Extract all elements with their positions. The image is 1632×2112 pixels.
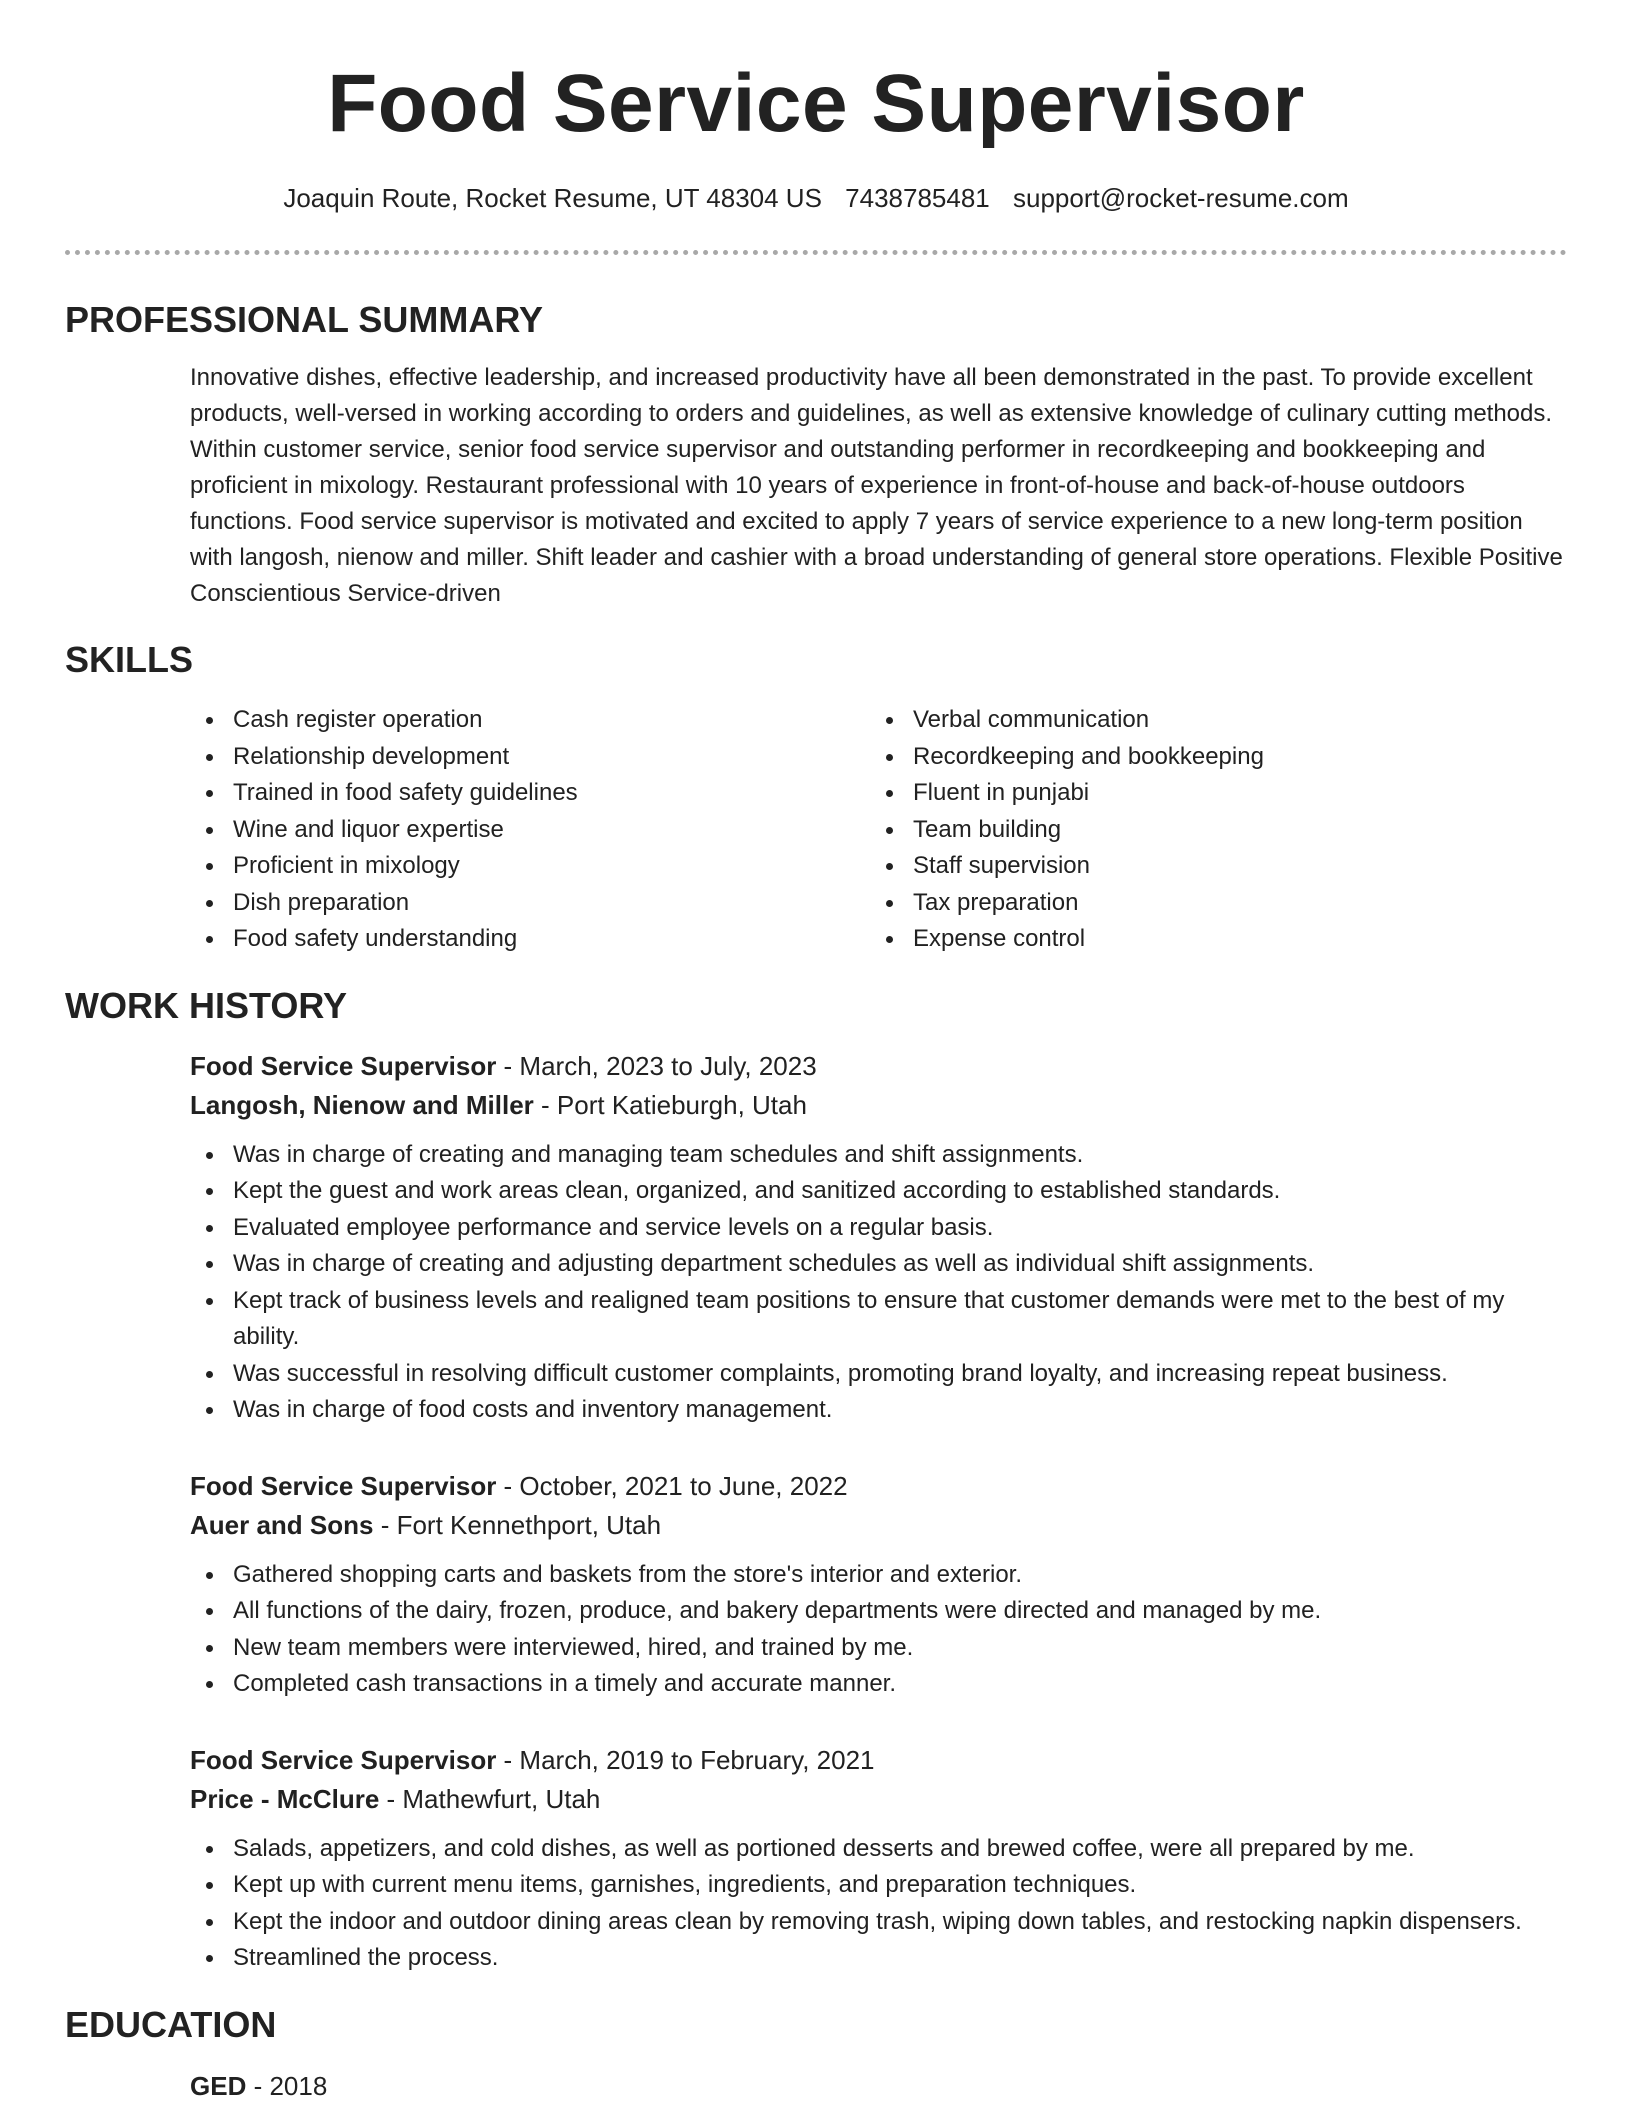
skill-item: Trained in food safety guidelines	[190, 775, 870, 812]
job-location: - Mathewfurt, Utah	[379, 1783, 601, 1814]
work-history-heading: WORK HISTORY	[65, 984, 348, 1026]
job-duties	[190, 1137, 1567, 1429]
job-role: Food Service Supervisor	[190, 1050, 497, 1081]
skill-item: Cash register operation	[190, 702, 870, 739]
job-location: - Port Katieburgh, Utah	[533, 1089, 807, 1120]
skill-item: Food safety understanding	[190, 921, 870, 958]
skill-item: Wine and liquor expertise	[190, 812, 870, 849]
job-company: Auer and Sons	[190, 1509, 374, 1540]
education-heading: EDUCATION	[65, 2003, 277, 2045]
job-company-line	[190, 1086, 1567, 1125]
skill-item: Tax preparation	[870, 885, 1264, 922]
duty-item: Was in charge of creating and adjusting department schedules as well as individual shift assignments.	[190, 1246, 1567, 1283]
job-role: Food Service Supervisor	[190, 1744, 497, 1775]
skills-heading: SKILLS	[65, 639, 194, 680]
job-entry	[190, 1741, 1567, 1977]
contact-address: Joaquin Route, Rocket Resume, UT 48304 US	[283, 183, 822, 213]
candidate-name: Food Service Supervisor	[327, 58, 1305, 149]
education-degree: GED	[190, 2070, 247, 2101]
contact-line	[65, 182, 1567, 214]
skill-item: Expense control	[870, 921, 1264, 958]
job-title-line	[190, 1741, 1567, 1780]
skills-list	[190, 702, 1567, 958]
duty-item: Evaluated employee performance and service levels on a regular basis.	[190, 1210, 1567, 1247]
duty-item: Kept track of business levels and realigned team positions to ensure that customer demands were met to the best of my ability.	[190, 1283, 1567, 1356]
skill-item: Dish preparation	[190, 885, 870, 922]
duty-item: Completed cash transactions in a timely and accurate manner.	[190, 1666, 1567, 1703]
job-company: Price - McClure	[190, 1783, 380, 1814]
header-divider	[65, 250, 1567, 255]
skill-item: Staff supervision	[870, 848, 1264, 885]
job-dates: - March, 2019 to February, 2021	[496, 1744, 875, 1775]
skill-item: Team building	[870, 812, 1264, 849]
summary-text: Innovative dishes, effective leadership, and increased productivity have all been demonstrated in the past. To provide excellent products, well-versed in working according to orders and guidelines, as well as extensive knowledge of culinary cutting methods. Within customer service, senior food service supervisor and outstanding performer in recordkeeping and bookkeeping and proficient in mixology. Restaurant professional with 10 years of experience in front-of-house and back-of-house outdoors functions. Food service supervisor is motivated and excited to apply 7 years of service experience to a new long-term position with langosh, nienow and miller. Shift leader and cashier with a broad understanding of general store operations. Flexible Positive Conscientious Service-driven	[190, 364, 1563, 607]
duty-item: All functions of the dairy, frozen, produce, and bakery departments were directed and managed by me.	[190, 1593, 1567, 1630]
skill-item: Verbal communication	[870, 702, 1264, 739]
job-title-line	[190, 1467, 1567, 1506]
job-location: - Fort Kennethport, Utah	[373, 1509, 662, 1540]
job-entry	[190, 1047, 1567, 1429]
job-duties	[190, 1831, 1567, 1977]
education-year: - 2018	[246, 2070, 328, 2101]
job-company-line	[190, 1780, 1567, 1819]
education-entry	[190, 2067, 1567, 2106]
job-dates: - October, 2021 to June, 2022	[496, 1470, 848, 1501]
duty-item: Was successful in resolving difficult customer complaints, promoting brand loyalty, and increasing repeat business.	[190, 1356, 1567, 1393]
summary-heading: PROFESSIONAL SUMMARY	[65, 299, 544, 340]
skill-item: Recordkeeping and bookkeeping	[870, 739, 1264, 776]
job-title-line	[190, 1047, 1567, 1086]
duty-item: Gathered shopping carts and baskets from the store's interior and exterior.	[190, 1557, 1567, 1594]
duty-item: Kept the guest and work areas clean, organized, and sanitized according to established standards.	[190, 1173, 1567, 1210]
duty-item: Was in charge of food costs and inventory management.	[190, 1392, 1567, 1429]
skills-column-right	[870, 702, 1264, 958]
duty-item: Streamlined the process.	[190, 1940, 1567, 1977]
duty-item: New team members were interviewed, hired, and trained by me.	[190, 1630, 1567, 1667]
job-company: Langosh, Nienow and Miller	[190, 1089, 534, 1120]
contact-email: support@rocket-resume.com	[1013, 183, 1349, 213]
job-role: Food Service Supervisor	[190, 1470, 497, 1501]
skill-item: Proficient in mixology	[190, 848, 870, 885]
job-company-line	[190, 1506, 1567, 1545]
job-duties	[190, 1557, 1567, 1703]
job-dates: - March, 2023 to July, 2023	[496, 1050, 817, 1081]
skills-column-left	[190, 702, 870, 958]
skill-item: Fluent in punjabi	[870, 775, 1264, 812]
duty-item: Was in charge of creating and managing team schedules and shift assignments.	[190, 1137, 1567, 1174]
job-entry	[190, 1467, 1567, 1703]
duty-item: Kept up with current menu items, garnishes, ingredients, and preparation techniques.	[190, 1867, 1567, 1904]
contact-phone: 7438785481	[845, 183, 990, 213]
duty-item: Salads, appetizers, and cold dishes, as well as portioned desserts and brewed coffee, were all prepared by me.	[190, 1831, 1567, 1868]
duty-item: Kept the indoor and outdoor dining areas clean by removing trash, wiping down tables, and restocking napkin dispensers.	[190, 1904, 1567, 1941]
skill-item: Relationship development	[190, 739, 870, 776]
